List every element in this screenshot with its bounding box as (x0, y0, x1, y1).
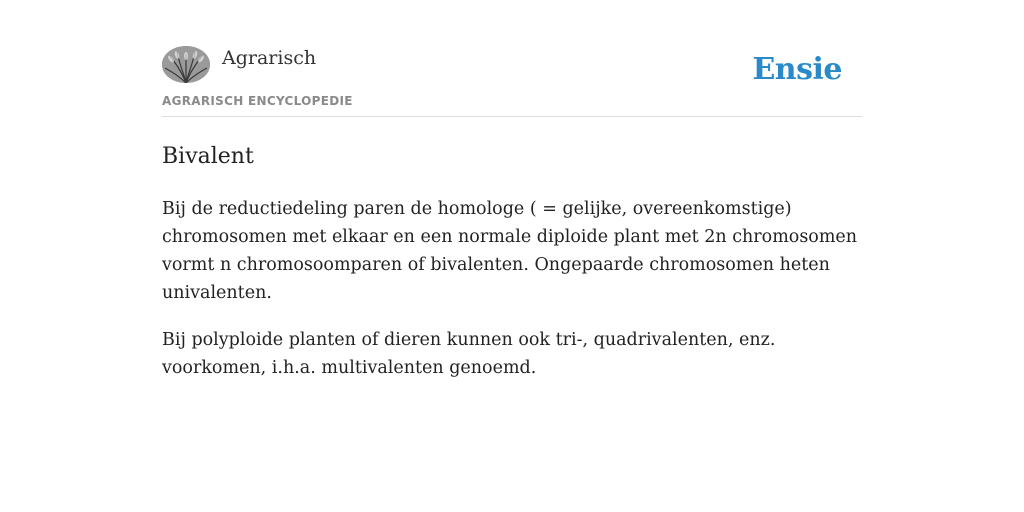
site-name-link[interactable]: Agrarisch (222, 47, 317, 69)
site-header (162, 46, 862, 117)
ensie-brand-logo[interactable]: Ensie (752, 52, 842, 87)
page (162, 0, 862, 382)
site-subtitle: AGRARISCH ENCYCLOPEDIE (162, 94, 353, 108)
article-paragraph: Bij polyploide planten of dieren kunnen ook tri-, quadrivalenten, enz. voorkomen, i.h.a. multivalenten genoemd. (162, 330, 776, 378)
article-body (162, 195, 862, 382)
wheat-icon[interactable] (162, 46, 210, 83)
article-paragraph: Bij de reductiedeling paren de homologe ( = gelijke, overeenkomstige) chromosomen met elkaar en een normale diploide plant met 2n chromosomen vormt n chromosoomparen of bivalenten. Ongepaarde chromosomen heten univalenten. (162, 199, 858, 303)
article-title: Bivalent (162, 144, 254, 169)
